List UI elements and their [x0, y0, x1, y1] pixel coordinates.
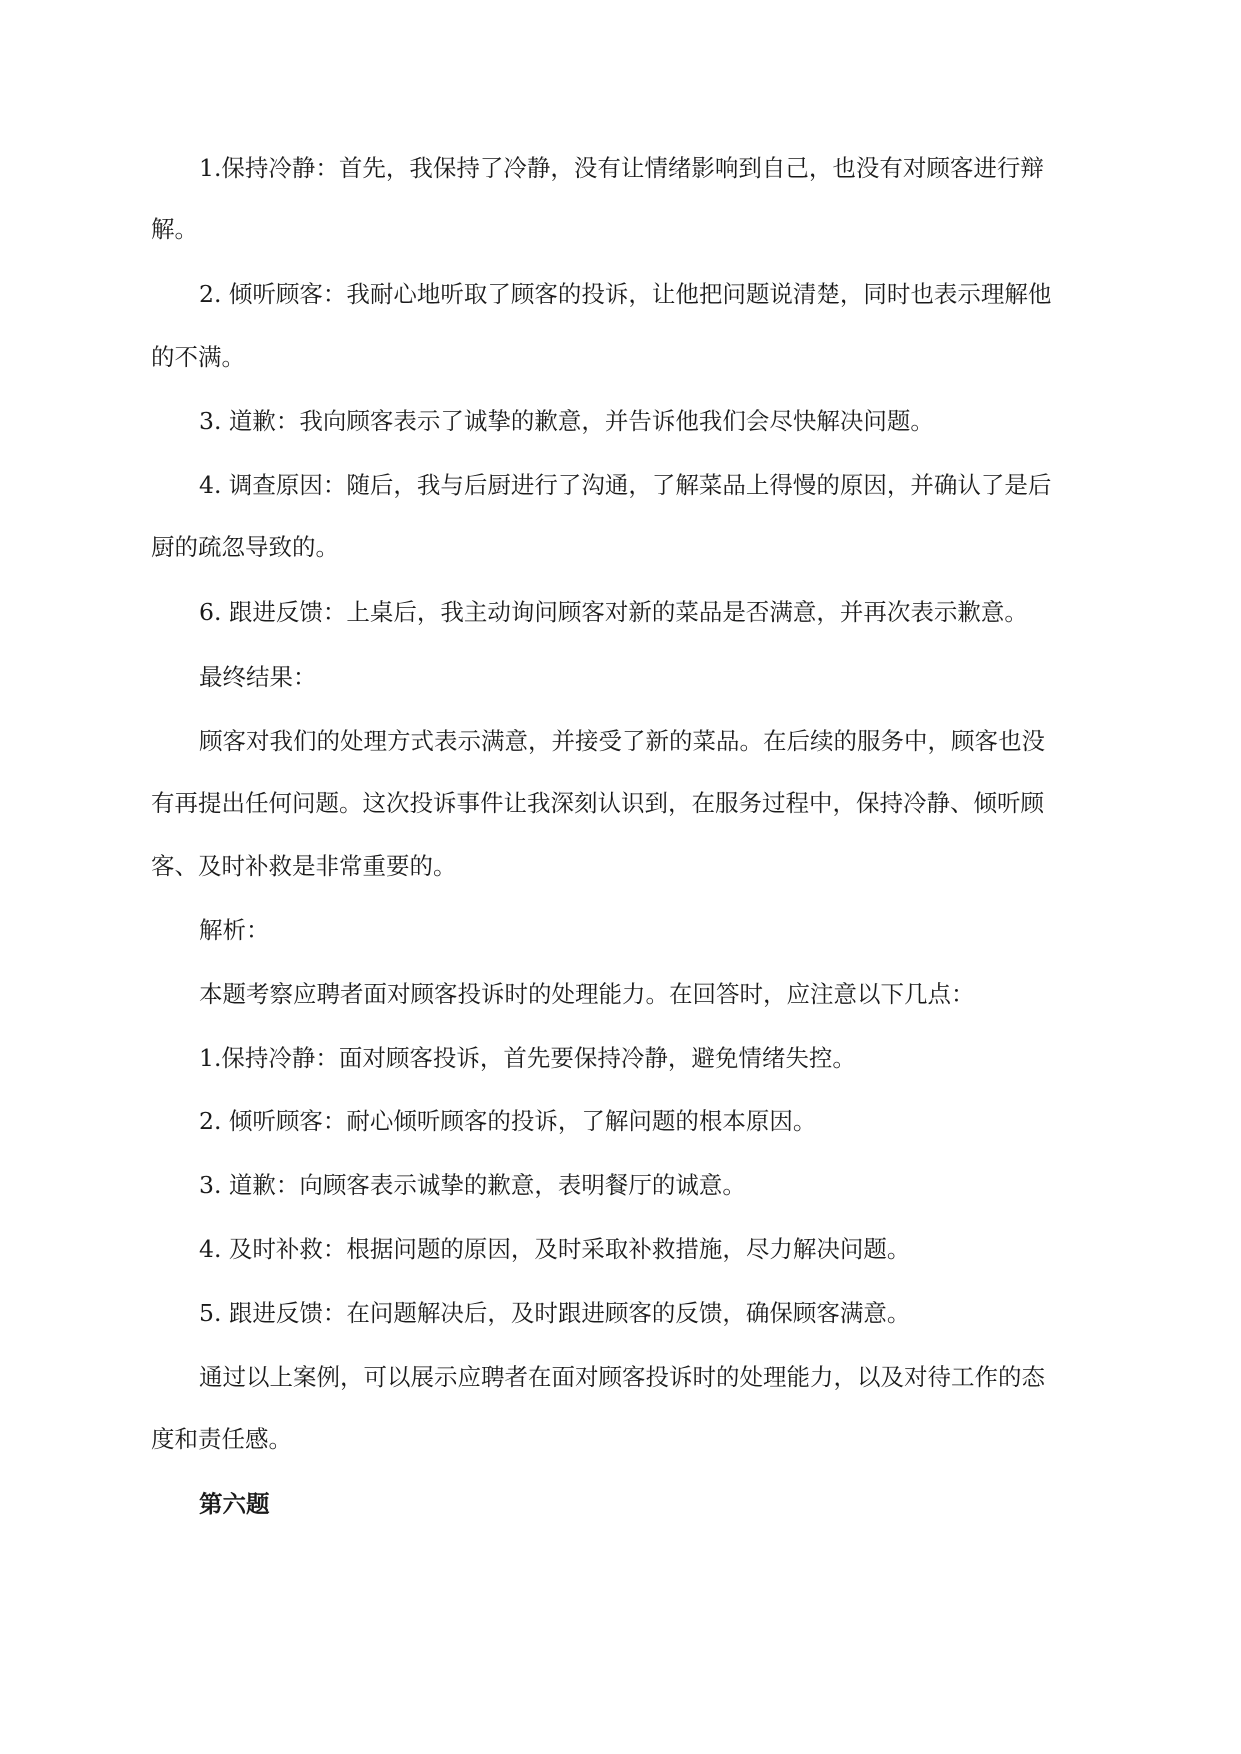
paragraph-line: 3. 道歉：我向顾客表示了诚挚的歉意，并告诉他我们会尽快解决问题。: [199, 407, 934, 435]
paragraph-line: 本题考察应聘者面对顾客投诉时的处理能力。在回答时，应注意以下几点：: [199, 980, 975, 1008]
paragraph-line: 度和责任感。: [151, 1425, 292, 1453]
paragraph-line: 最终结果：: [199, 663, 317, 691]
paragraph-line: 1.保持冷静：首先，我保持了冷静，没有让情绪影响到自己，也没有对顾客进行辩: [199, 154, 1044, 182]
section-heading: 第六题: [199, 1490, 270, 1518]
paragraph-line: 5. 跟进反馈：在问题解决后，及时跟进顾客的反馈，确保顾客满意。: [199, 1299, 911, 1327]
paragraph-line: 1.保持冷静：面对顾客投诉，首先要保持冷静，避免情绪失控。: [199, 1044, 856, 1072]
paragraph-line: 2. 倾听顾客：耐心倾听顾客的投诉，了解问题的根本原因。: [199, 1107, 817, 1135]
paragraph-line: 4. 调查原因：随后，我与后厨进行了沟通，了解菜品上得慢的原因，并确认了是后: [199, 471, 1052, 499]
paragraph-line: 的不满。: [151, 343, 245, 371]
paragraph-line: 2. 倾听顾客：我耐心地听取了顾客的投诉，让他把问题说清楚，同时也表示理解他: [199, 280, 1052, 308]
paragraph-line: 解。: [151, 215, 198, 243]
paragraph-line: 通过以上案例，可以展示应聘者在面对顾客投诉时的处理能力，以及对待工作的态: [199, 1363, 1045, 1391]
paragraph-line: 厨的疏忽导致的。: [151, 533, 339, 561]
paragraph-line: 6. 跟进反馈：上桌后，我主动询问顾客对新的菜品是否满意，并再次表示歉意。: [199, 598, 1028, 626]
paragraph-line: 有再提出任何问题。这次投诉事件让我深刻认识到，在服务过程中，保持冷静、倾听顾: [151, 789, 1044, 817]
paragraph-line: 解析：: [199, 916, 270, 944]
paragraph-line: 顾客对我们的处理方式表示满意，并接受了新的菜品。在后续的服务中，顾客也没: [199, 727, 1045, 755]
paragraph-line: 3. 道歉：向顾客表示诚挚的歉意，表明餐厅的诚意。: [199, 1171, 746, 1199]
paragraph-line: 4. 及时补救：根据问题的原因，及时采取补救措施，尽力解决问题。: [199, 1235, 911, 1263]
paragraph-line: 客、及时补救是非常重要的。: [151, 852, 457, 880]
